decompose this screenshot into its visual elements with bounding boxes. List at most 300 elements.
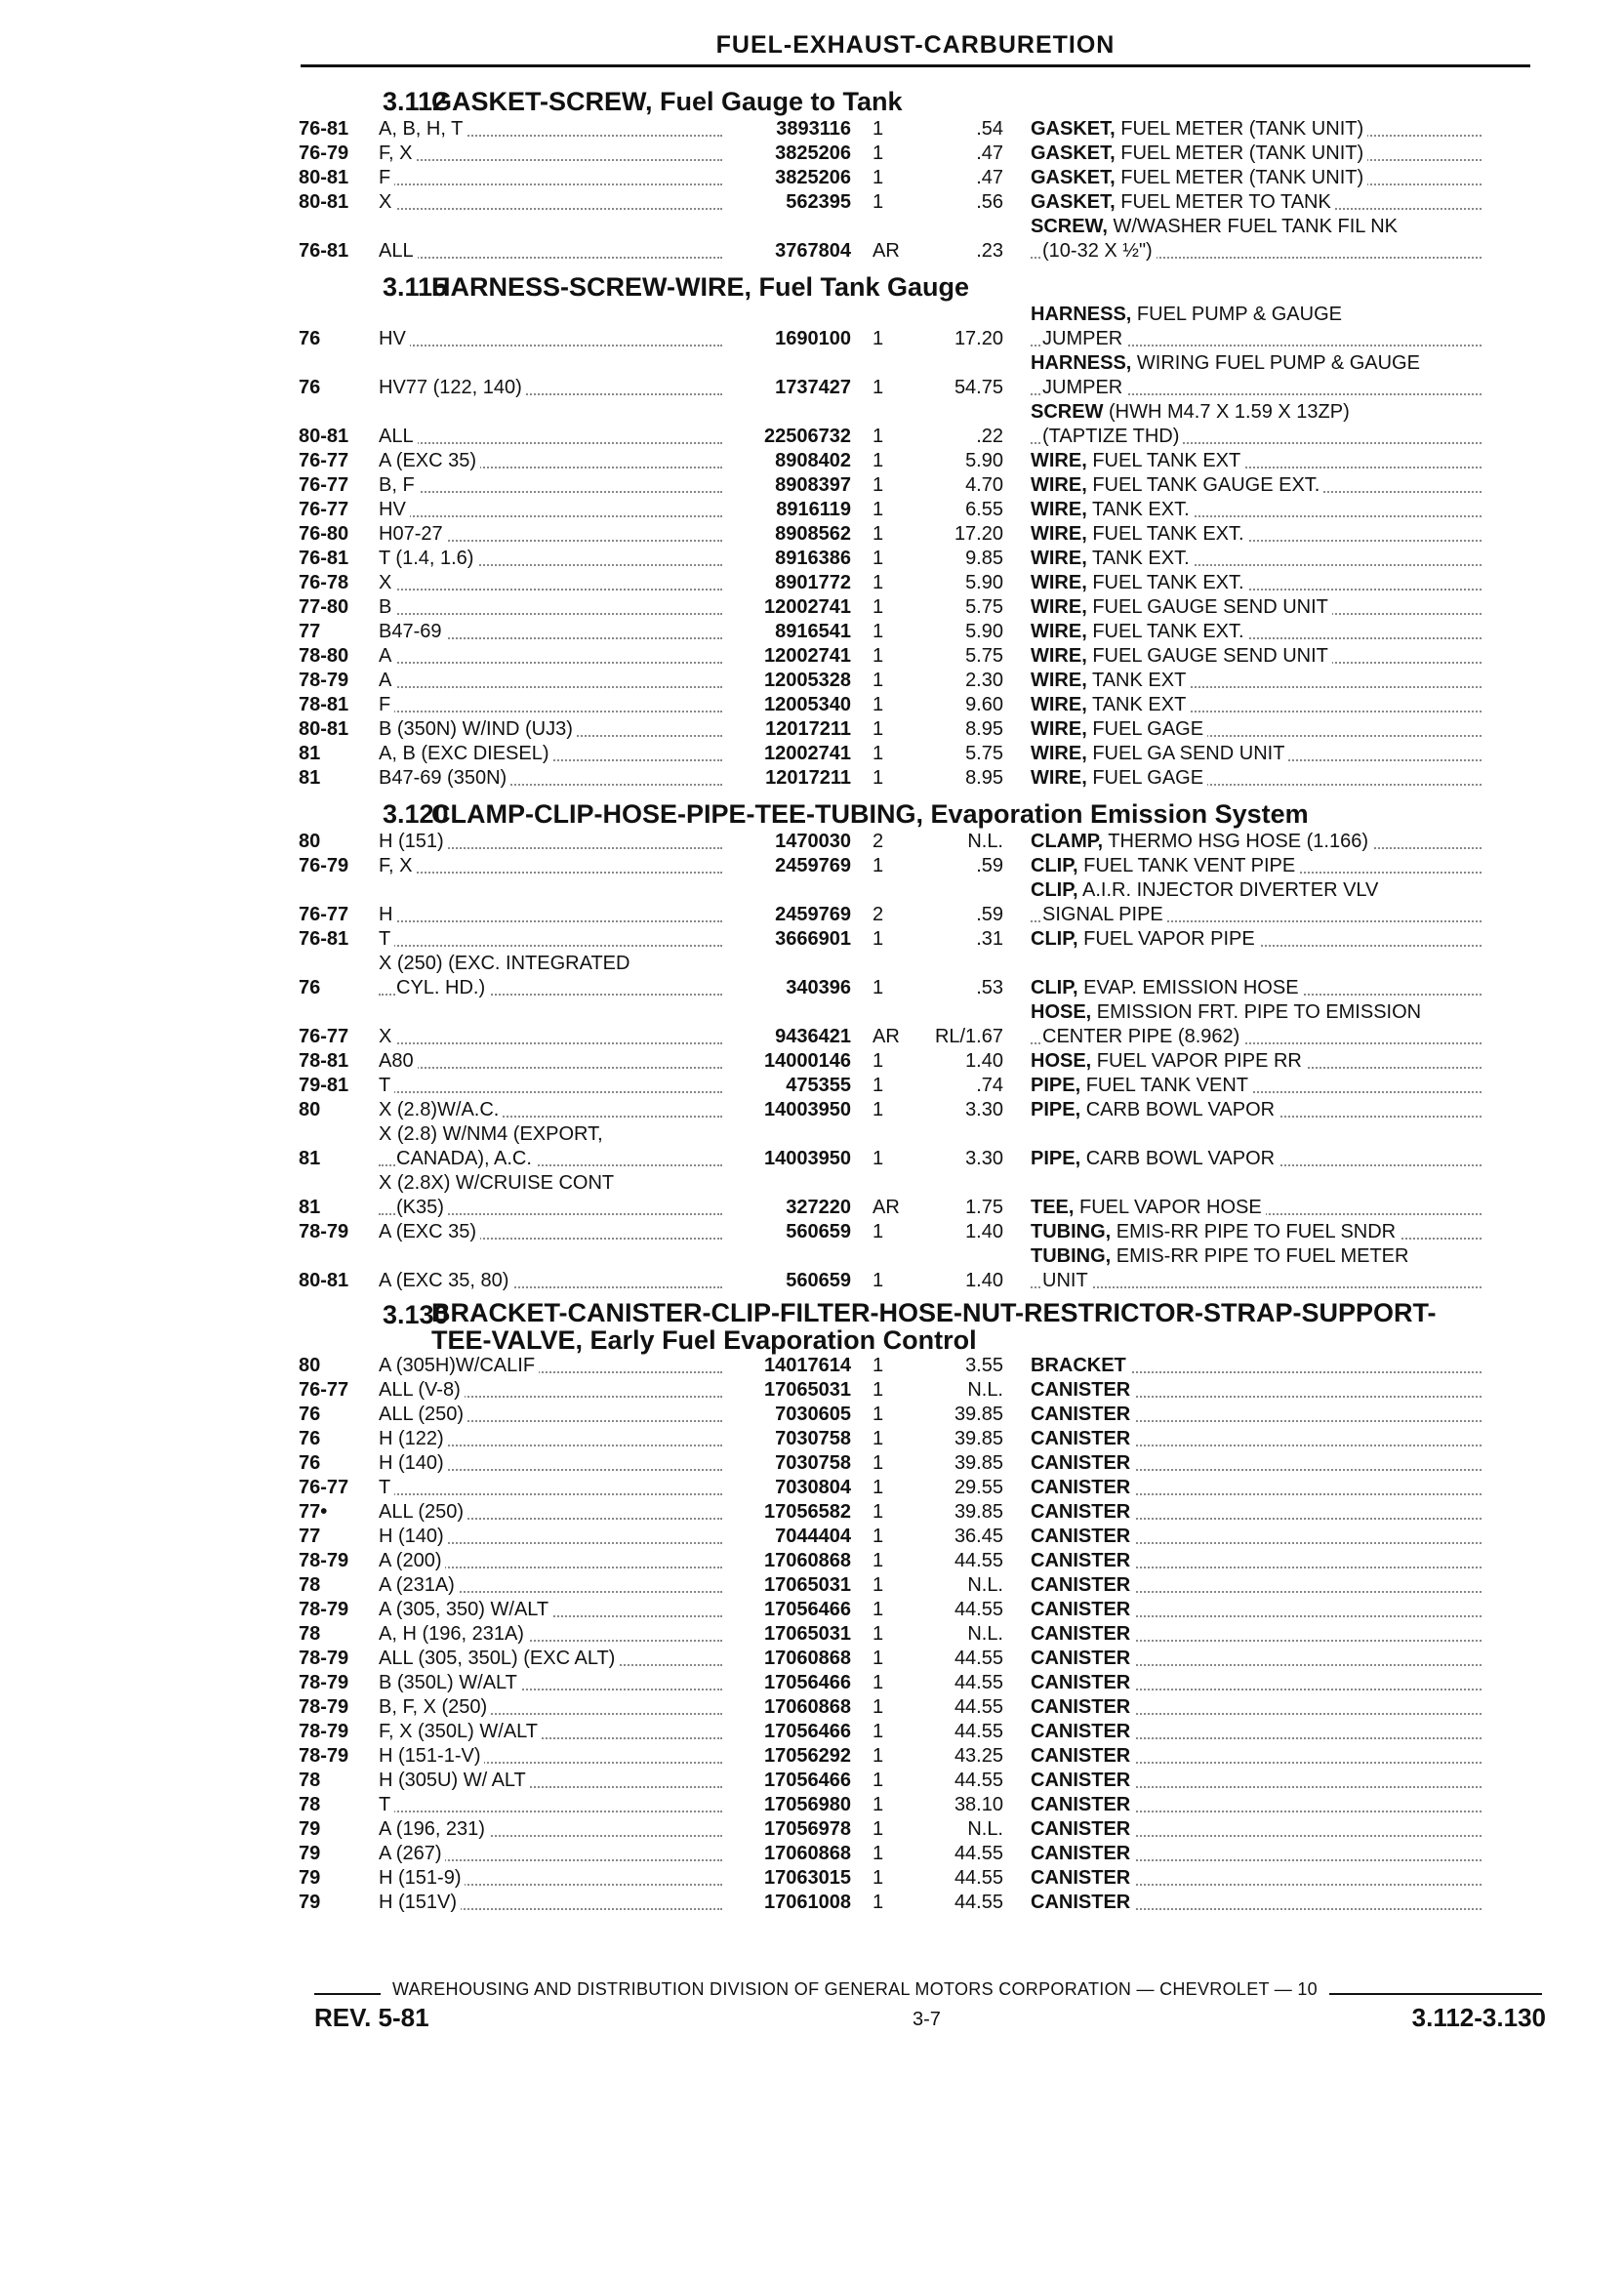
model-cell [379,1720,730,1744]
quantity: AR [873,240,900,262]
model-line-2: (K35) [396,1197,448,1218]
dot-leader [379,1493,722,1495]
description-text: FUEL GAUGE SEND UNIT [1086,596,1328,618]
quantity: 1 [873,1892,884,1913]
model-year: 80 [299,831,321,852]
price: 44.55 [954,1599,1003,1620]
price: 38.10 [954,1794,1003,1815]
description-text: W/WASHER FUEL TANK FIL NK [1107,216,1398,237]
quantity: 1 [873,767,884,789]
section-number: 3.130 [383,1300,449,1329]
model-text: HV [379,328,410,349]
description-line [1031,303,1482,327]
price: 44.55 [954,1672,1003,1693]
description-keyword: CANISTER [1031,1477,1131,1498]
price: 6.55 [965,499,1003,520]
model-year: 77 [299,1526,321,1547]
price: .54 [976,118,1003,140]
description-keyword: CLAMP, [1031,831,1104,852]
quantity: 1 [873,1721,884,1742]
part-row [299,473,1550,498]
model-year: 76-78 [299,572,349,593]
description-keyword: WIRE, [1031,523,1087,545]
model-year: 78 [299,1770,321,1791]
catalog-section [299,796,1550,1293]
model-cell [379,1403,730,1427]
part-number: 3825206 [775,167,851,188]
part-number: 327220 [786,1197,851,1218]
description-line [1031,928,1259,950]
model-cell [379,547,730,571]
part-row [299,166,1550,190]
price: 44.55 [954,1721,1003,1742]
part-row [299,1549,1550,1573]
dot-leader [379,872,722,874]
price: N.L. [967,1379,1003,1401]
part-number: 8901772 [775,572,851,593]
quantity: 1 [873,1696,884,1718]
part-number: 7044404 [775,1526,851,1547]
description-line-2: UNIT [1042,1270,1092,1291]
description-keyword: PIPE, [1031,1075,1081,1096]
model-year: 76 [299,1452,321,1474]
dot-leader [379,1091,722,1093]
description-line [1031,718,1207,740]
model-year: 78-79 [299,670,349,691]
price: .23 [976,240,1003,262]
description-cell [1003,1500,1482,1525]
model-cell [379,1427,730,1451]
part-number: 14003950 [764,1099,851,1120]
quantity: 1 [873,1648,884,1669]
part-row [299,830,1550,854]
description-line-2: (TAPTIZE THD) [1042,426,1183,447]
description-line [1031,878,1482,903]
description-keyword: WIRE, [1031,718,1087,740]
description-line [1031,855,1299,876]
quantity: 1 [873,1099,884,1120]
part-row [299,1476,1550,1500]
model-text: F, X [379,855,416,876]
description-text: FUEL METER (TANK UNIT) [1115,118,1364,140]
model-text: H (122) [379,1428,448,1449]
part-row [299,1354,1550,1378]
part-row [299,400,1550,449]
model-year: 78 [299,1623,321,1645]
description-line-2: JUMPER [1042,328,1126,349]
quantity: 1 [873,855,884,876]
part-number: 8916119 [776,499,851,520]
description-line [1031,1099,1279,1120]
model-year: 76-77 [299,474,349,496]
part-number: 17065031 [764,1574,851,1596]
page-header-title: FUEL-EXHAUST-CARBURETION [715,31,1116,59]
description-cell [1003,1647,1482,1671]
description-cell [1003,1817,1482,1842]
part-number: 562395 [786,191,851,213]
part-number: 17056980 [764,1794,851,1815]
model-cell [379,854,730,878]
price: 17.20 [954,523,1003,545]
price: N.L. [967,1623,1003,1645]
model-line-2: CYL. HD.) [396,977,489,998]
description-text: FUEL VAPOR HOSE [1074,1197,1262,1218]
part-row [299,1671,1550,1695]
description-cell [1003,303,1482,351]
model-year: 81 [299,1197,321,1218]
description-keyword: WIRE, [1031,767,1087,789]
description-line [1031,1745,1134,1767]
dot-leader [379,711,722,712]
model-text: X [379,1026,395,1047]
description-keyword: CLIP, [1031,977,1078,998]
model-cell [379,1695,730,1720]
model-text: F, X (350L) W/ALT [379,1721,542,1742]
section-number: 3.112 [383,87,448,116]
price: 5.90 [965,621,1003,642]
model-cell [379,1451,730,1476]
description-text: FUEL TANK EXT. [1086,621,1244,642]
part-row [299,1647,1550,1671]
part-row [299,1000,1550,1049]
description-cell [1003,1793,1482,1817]
description-line-wrap [1031,327,1482,351]
quantity: 1 [873,694,884,715]
part-number: 7030758 [775,1452,851,1474]
quantity: 1 [873,977,884,998]
section-name: CLAMP-CLIP-HOSE-PIPE-TEE-TUBING, Evaporation Emission System [431,799,1309,829]
section-number: 3.115 [383,272,448,302]
model-line-wrap [379,976,730,1000]
price: 44.55 [954,1696,1003,1718]
model-text: H (140) [379,1526,448,1547]
model-year: 79-81 [299,1075,349,1096]
model-cell [379,830,730,854]
description-cell [1003,878,1482,927]
model-year: 79 [299,1867,321,1889]
model-year: 79 [299,1843,321,1864]
description-cell [1003,1744,1482,1769]
description-cell [1003,522,1482,547]
part-row [299,1244,1550,1293]
price: 39.85 [954,1452,1003,1474]
description-cell [1003,1720,1482,1744]
description-line [1031,191,1335,213]
model-year: 78-79 [299,1648,349,1669]
description-cell [1003,1000,1482,1049]
part-number: 8908397 [775,474,851,496]
part-number: 17056466 [764,1599,851,1620]
dot-leader [1031,1286,1482,1288]
part-row [299,1220,1550,1244]
description-line-2: SIGNAL PIPE [1042,904,1167,925]
model-cell [379,1598,730,1622]
description-line [1031,450,1244,471]
page-number: 3-7 [913,2009,941,2030]
part-row [299,571,1550,595]
description-line [1031,1599,1134,1620]
description-line [1031,670,1190,691]
description-line [1031,1477,1134,1498]
description-line-2: JUMPER [1042,377,1126,398]
model-text: A, H (196, 231A) [379,1623,528,1645]
model-cell [379,166,730,190]
description-text: FUEL TANK EXT [1086,450,1241,471]
model-cell [379,498,730,522]
part-row [299,766,1550,791]
quantity: 1 [873,1355,884,1376]
model-cell [379,595,730,620]
model-cell [379,190,730,215]
description-keyword: WIRE, [1031,499,1087,520]
description-text: EVAP. EMISSION HOSE [1077,977,1299,998]
description-cell [1003,1598,1482,1622]
part-number: 8908402 [775,450,851,471]
description-text: CARB BOWL VAPOR [1080,1099,1276,1120]
description-keyword: CANISTER [1031,1843,1131,1864]
quantity: 1 [873,1770,884,1791]
model-text: A [379,645,395,667]
description-keyword: HARNESS, [1031,304,1132,325]
model-year: 77-80 [299,596,349,618]
part-row [299,215,1550,264]
part-row [299,1573,1550,1598]
description-keyword: CANISTER [1031,1818,1131,1840]
description-cell [1003,976,1482,1000]
part-number: 7030804 [775,1477,851,1498]
description-cell [1003,1049,1482,1074]
description-cell [1003,400,1482,449]
model-text: ALL [379,426,418,447]
price: 1.75 [965,1197,1003,1218]
description-cell [1003,1891,1482,1915]
price: 2.30 [965,670,1003,691]
model-cell [379,742,730,766]
part-row [299,1891,1550,1915]
model-cell [379,903,730,927]
model-text: T [379,1075,394,1096]
description-line [1031,1148,1279,1169]
model-cell [379,449,730,473]
model-text: B47-69 [379,621,446,642]
model-text: HV [379,499,410,520]
model-text: X (2.8)W/A.C. [379,1099,503,1120]
description-line [1031,1526,1134,1547]
price: N.L. [967,1818,1003,1840]
description-line [1031,1623,1134,1645]
quantity: AR [873,1026,900,1047]
price: 44.55 [954,1843,1003,1864]
model-text: A (267) [379,1843,445,1864]
part-number: 3893116 [776,118,851,140]
model-cell [379,1671,730,1695]
description-keyword: GASKET, [1031,142,1116,164]
part-row [299,1817,1550,1842]
model-text: ALL (250) [379,1501,467,1523]
part-number: 17060868 [764,1648,851,1669]
model-year: 76 [299,977,321,998]
model-cell [379,1769,730,1793]
model-year: 76 [299,328,321,349]
description-cell [1003,1220,1482,1244]
model-year: 76-81 [299,928,349,950]
price: 44.55 [954,1550,1003,1571]
description-cell [1003,717,1482,742]
part-row [299,644,1550,669]
price: .53 [976,977,1003,998]
model-text: B47-69 (350N) [379,767,510,789]
description-cell [1003,1622,1482,1647]
model-text: A [379,670,395,691]
description-cell [1003,190,1482,215]
model-text: H (305U) W/ ALT [379,1770,530,1791]
part-row [299,498,1550,522]
description-line [1031,694,1190,715]
part-number: 3666901 [775,928,851,950]
description-line [1031,743,1288,764]
model-cell [379,1525,730,1549]
description-cell [1003,351,1482,400]
description-keyword: GASKET, [1031,167,1116,188]
description-keyword: SCREW, [1031,216,1108,237]
part-number: 17061008 [764,1892,851,1913]
description-cell [1003,215,1482,264]
quantity: 1 [873,377,884,398]
description-line [1031,1794,1134,1815]
quantity: 1 [873,1075,884,1096]
part-number: 17056466 [764,1770,851,1791]
description-cell [1003,1427,1482,1451]
price: 5.75 [965,596,1003,618]
description-line [1031,167,1367,188]
model-cell [379,1744,730,1769]
header-rule [301,64,1530,67]
model-text: H07-27 [379,523,447,545]
section-title [299,1299,1550,1354]
description-text: FUEL TANK GAUGE EXT. [1086,474,1320,496]
model-year: 78 [299,1794,321,1815]
part-row [299,351,1550,400]
part-row [299,1049,1550,1074]
part-row [299,620,1550,644]
part-number: 1690100 [775,328,851,349]
part-row [299,117,1550,142]
model-cell [379,1378,730,1403]
quantity: 2 [873,904,884,925]
part-number: 7030605 [775,1404,851,1425]
description-keyword: CANISTER [1031,1648,1131,1669]
price: .56 [976,191,1003,213]
description-text: FUEL TANK VENT [1080,1075,1249,1096]
quantity: 1 [873,191,884,213]
description-text: FUEL PUMP & GAUGE [1131,304,1342,325]
description-line [1031,400,1482,425]
description-line [1031,1550,1134,1571]
model-text: B, F [379,474,419,496]
model-cell [379,239,730,264]
description-line [1031,1428,1134,1449]
description-keyword: TUBING, [1031,1221,1112,1242]
price: 54.75 [954,377,1003,398]
description-keyword: WIRE, [1031,621,1087,642]
description-keyword: BRACKET [1031,1355,1126,1376]
model-text: A (231A) [379,1574,459,1596]
description-keyword: CANISTER [1031,1867,1131,1889]
model-cell [379,1049,730,1074]
model-line: X (250) (EXC. INTEGRATED [379,953,630,974]
description-line [1031,474,1323,496]
footer-division-line [314,1979,1542,2000]
part-row [299,1842,1550,1866]
description-keyword: PIPE, [1031,1148,1081,1169]
description-cell [1003,1476,1482,1500]
description-cell [1003,1573,1482,1598]
parts-catalog-content [299,84,1550,1921]
description-cell [1003,473,1482,498]
dot-leader [379,589,722,590]
model-year: 77 [299,621,321,642]
description-keyword: WIRE, [1031,572,1087,593]
description-line-wrap [1031,1025,1482,1049]
description-line [1031,1867,1134,1889]
model-year: 76-77 [299,499,349,520]
revision-label: REV. 5-81 [314,2003,429,2032]
model-cell [379,1220,730,1244]
part-number: 2459769 [775,904,851,925]
description-cell [1003,595,1482,620]
description-text: FUEL GA SEND UNIT [1086,743,1285,764]
model-text: H (151) [379,831,448,852]
part-number: 560659 [786,1221,851,1242]
model-year: 76 [299,377,321,398]
section-range: 3.112-3.130 [1411,2003,1546,2032]
description-text: FUEL TANK EXT. [1086,572,1244,593]
model-cell [379,1817,730,1842]
quantity: 1 [873,1526,884,1547]
dot-leader [379,257,722,259]
part-row [299,927,1550,952]
description-cell [1003,142,1482,166]
part-number: 1470030 [775,831,851,852]
model-cell [379,327,730,351]
description-cell [1003,1403,1482,1427]
dot-leader [379,491,722,493]
model-text: A (305H)W/CALIF [379,1355,539,1376]
model-text: A (305, 350) W/ALT [379,1599,552,1620]
part-number: 12002741 [764,743,851,764]
model-cell [379,766,730,791]
quantity: 1 [873,450,884,471]
quantity: 1 [873,1379,884,1401]
description-cell [1003,117,1482,142]
description-cell [1003,1842,1482,1866]
model-cell [379,1074,730,1098]
description-keyword: CANISTER [1031,1526,1131,1547]
price: N.L. [967,1574,1003,1596]
description-keyword: CANISTER [1031,1452,1131,1474]
part-row [299,693,1550,717]
model-year: 77• [299,1501,328,1523]
quantity: 1 [873,474,884,496]
price: 36.45 [954,1526,1003,1547]
quantity: 1 [873,1867,884,1889]
model-cell [379,1500,730,1525]
description-line-wrap [1031,376,1482,400]
price: .74 [976,1075,1003,1096]
description-keyword: CANISTER [1031,1379,1131,1401]
part-row [299,547,1550,571]
part-row [299,1744,1550,1769]
